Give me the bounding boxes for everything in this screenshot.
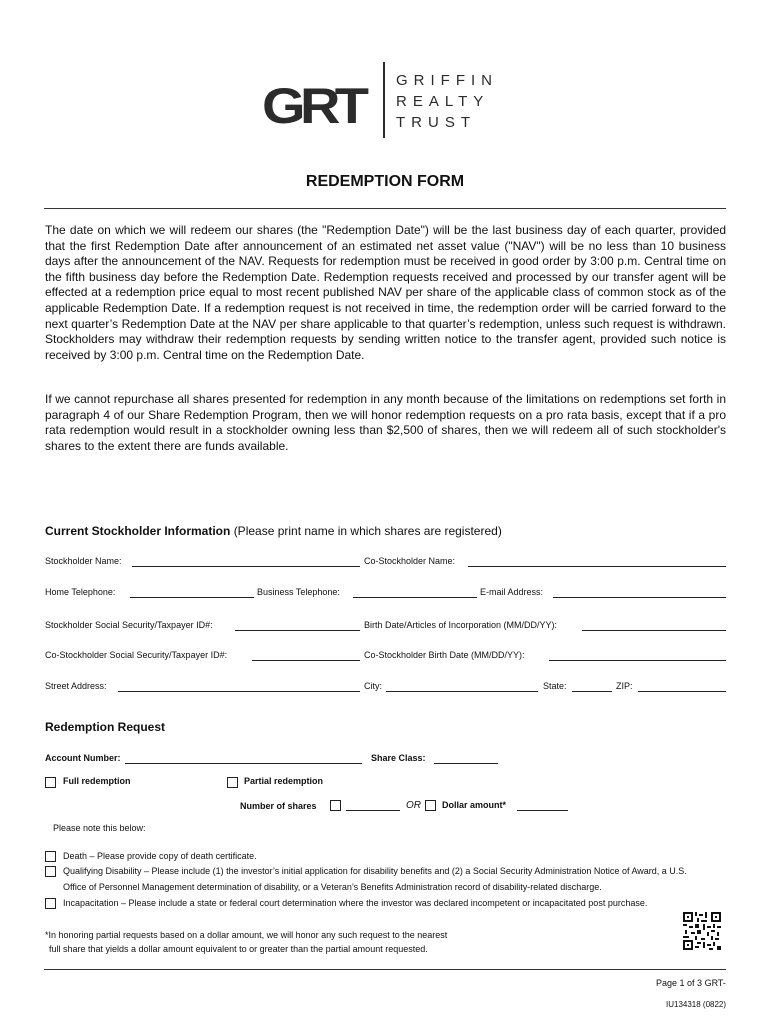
dollar-amount-checkbox[interactable] — [425, 800, 436, 811]
intro-paragraph: The date on which we will redeem our shares (the "Redemption Date") will be the last business day of each quarter, provided that the first Redemption Date after announcement of an estimated net asset value ("NAV") will be no less than 10 business days after the announcement of the NAV. Requests for redemption must be received in good order by 3:00 p.m. Central time on the fifth business day before the Redemption Date. Redemption requests received and processed by our transfer agent will be effected at a redemption price equal to most recent published NAV per share of the applicable class of common stock as of the applicable Redemption Date. If a redemption request is not received in time, the redemption order will be carried forward to the next quarter’s Redemption Date at the NAV per share applicable to that quarter’s redemption, unless such request is withdrawn. Stockholders may withdraw their redemption requests by sending written notice to the transfer agent, provided such notice is received by 3:00 p.m. Central time on the Redemption Date. — [45, 223, 726, 362]
share-class-field[interactable] — [434, 763, 498, 764]
business-phone-label: Business Telephone: — [257, 587, 340, 597]
death-label: Death – Please provide copy of death certificate. — [63, 851, 257, 861]
footnote-line1: *In honoring partial requests based on a dollar amount, we will honor any such request to the nearest — [45, 930, 448, 940]
partial-redemption-checkbox[interactable] — [227, 777, 238, 788]
pro-rata-paragraph: If we cannot repurchase all shares presented for redemption in any month because of the limitations on redemptions set forth in paragraph 4 of our Share Redemption Program, then we will honor redemption requests on a pro rata basis, except that if a pro rata redemption would result in a stockholder owning less than $2,500 of shares, then we will redeem all of such stockholder's shares to the extent there are funds available. — [45, 392, 726, 453]
page-number-text: Page 1 of 3 — [656, 978, 703, 988]
share-class-label: Share Class: — [371, 753, 426, 763]
email-label: E-mail Address: — [480, 587, 544, 597]
full-redemption-label: Full redemption — [63, 776, 131, 786]
co-ssn-field[interactable] — [252, 660, 360, 661]
logo-divider — [383, 62, 385, 138]
qr-code — [683, 912, 721, 950]
logo-line-1: GRIFFIN — [396, 72, 498, 89]
partial-redemption-label: Partial redemption — [244, 776, 324, 786]
stockholder-heading-text: Current Stockholder Information — [45, 524, 231, 538]
account-number-label: Account Number: — [45, 753, 121, 763]
title-divider — [44, 208, 726, 209]
logo-line-3: TRUST — [396, 114, 476, 131]
redemption-heading: Redemption Request — [45, 720, 166, 734]
business-phone-field[interactable] — [353, 597, 477, 598]
disability-checkbox[interactable] — [45, 866, 56, 877]
co-stockholder-name-label: Co-Stockholder Name: — [364, 556, 456, 566]
co-stockholder-name-field[interactable] — [468, 566, 726, 567]
home-phone-label: Home Telephone: — [45, 587, 116, 597]
logo-wordmark — [396, 70, 498, 133]
zip-field[interactable] — [638, 691, 726, 692]
stockholder-name-label: Stockholder Name: — [45, 556, 122, 566]
logo-mark: GRT — [262, 78, 364, 134]
stockholder-heading — [45, 524, 502, 538]
footer-divider — [44, 969, 726, 970]
page-number — [656, 978, 726, 988]
dollar-amount-label: Dollar amount* — [442, 800, 507, 810]
page-title: REDEMPTION FORM — [305, 173, 465, 190]
stockholder-name-field[interactable] — [132, 566, 360, 567]
disability-label-line2: Office of Personnel Management determination of disability, or a Veteran’s Benefits Administration record of disability-related discharge. — [63, 882, 602, 892]
birth-date-field[interactable] — [582, 630, 726, 631]
state-field[interactable] — [572, 691, 612, 692]
dollar-amount-field[interactable] — [517, 810, 568, 811]
city-field[interactable] — [386, 691, 538, 692]
logo-line-2: REALTY — [396, 93, 490, 110]
home-phone-field[interactable] — [130, 597, 254, 598]
or-label: OR — [406, 800, 421, 811]
incapacitation-label: Incapacitation – Please include a state or federal court determination where the investor was declared incompetent or incapacitated post purchase. — [63, 898, 648, 908]
number-of-shares-checkbox[interactable] — [330, 800, 341, 811]
footnote-line2: full share that yields a dollar amount equivalent to or greater than the partial amount requested. — [49, 944, 428, 954]
account-number-field[interactable] — [125, 763, 362, 764]
incapacitation-checkbox[interactable] — [45, 898, 56, 909]
number-of-shares-label: Number of shares — [240, 801, 317, 811]
email-field[interactable] — [553, 597, 726, 598]
street-field[interactable] — [118, 691, 360, 692]
number-of-shares-field[interactable] — [346, 810, 400, 811]
form-id: IU134318 (0822) — [666, 1000, 727, 1009]
state-label: State: — [543, 681, 567, 691]
co-ssn-label: Co-Stockholder Social Security/Taxpayer ID#: — [45, 650, 228, 660]
city-label: City: — [364, 681, 382, 691]
birth-date-label: Birth Date/Articles of Incorporation (MM/DD/YY): — [364, 620, 558, 630]
form-code: GRT- — [704, 978, 726, 988]
co-birth-label: Co-Stockholder Birth Date (MM/DD/YY): — [364, 650, 525, 660]
stockholder-heading-note: (Please print name in which shares are registered) — [233, 524, 502, 538]
full-redemption-checkbox[interactable] — [45, 777, 56, 788]
ssn-field[interactable] — [235, 630, 360, 631]
zip-label: ZIP: — [616, 681, 633, 691]
disability-label-line1: Qualifying Disability – Please include (1) the investor’s initial application for disability benefits and (2) a Social Security Administration Notice of Award, a U.S. — [63, 866, 687, 876]
death-checkbox[interactable] — [45, 851, 56, 862]
street-label: Street Address: — [45, 681, 107, 691]
co-birth-field[interactable] — [549, 660, 726, 661]
note-heading: Please note this below: — [53, 823, 146, 833]
ssn-label: Stockholder Social Security/Taxpayer ID#: — [45, 620, 213, 630]
